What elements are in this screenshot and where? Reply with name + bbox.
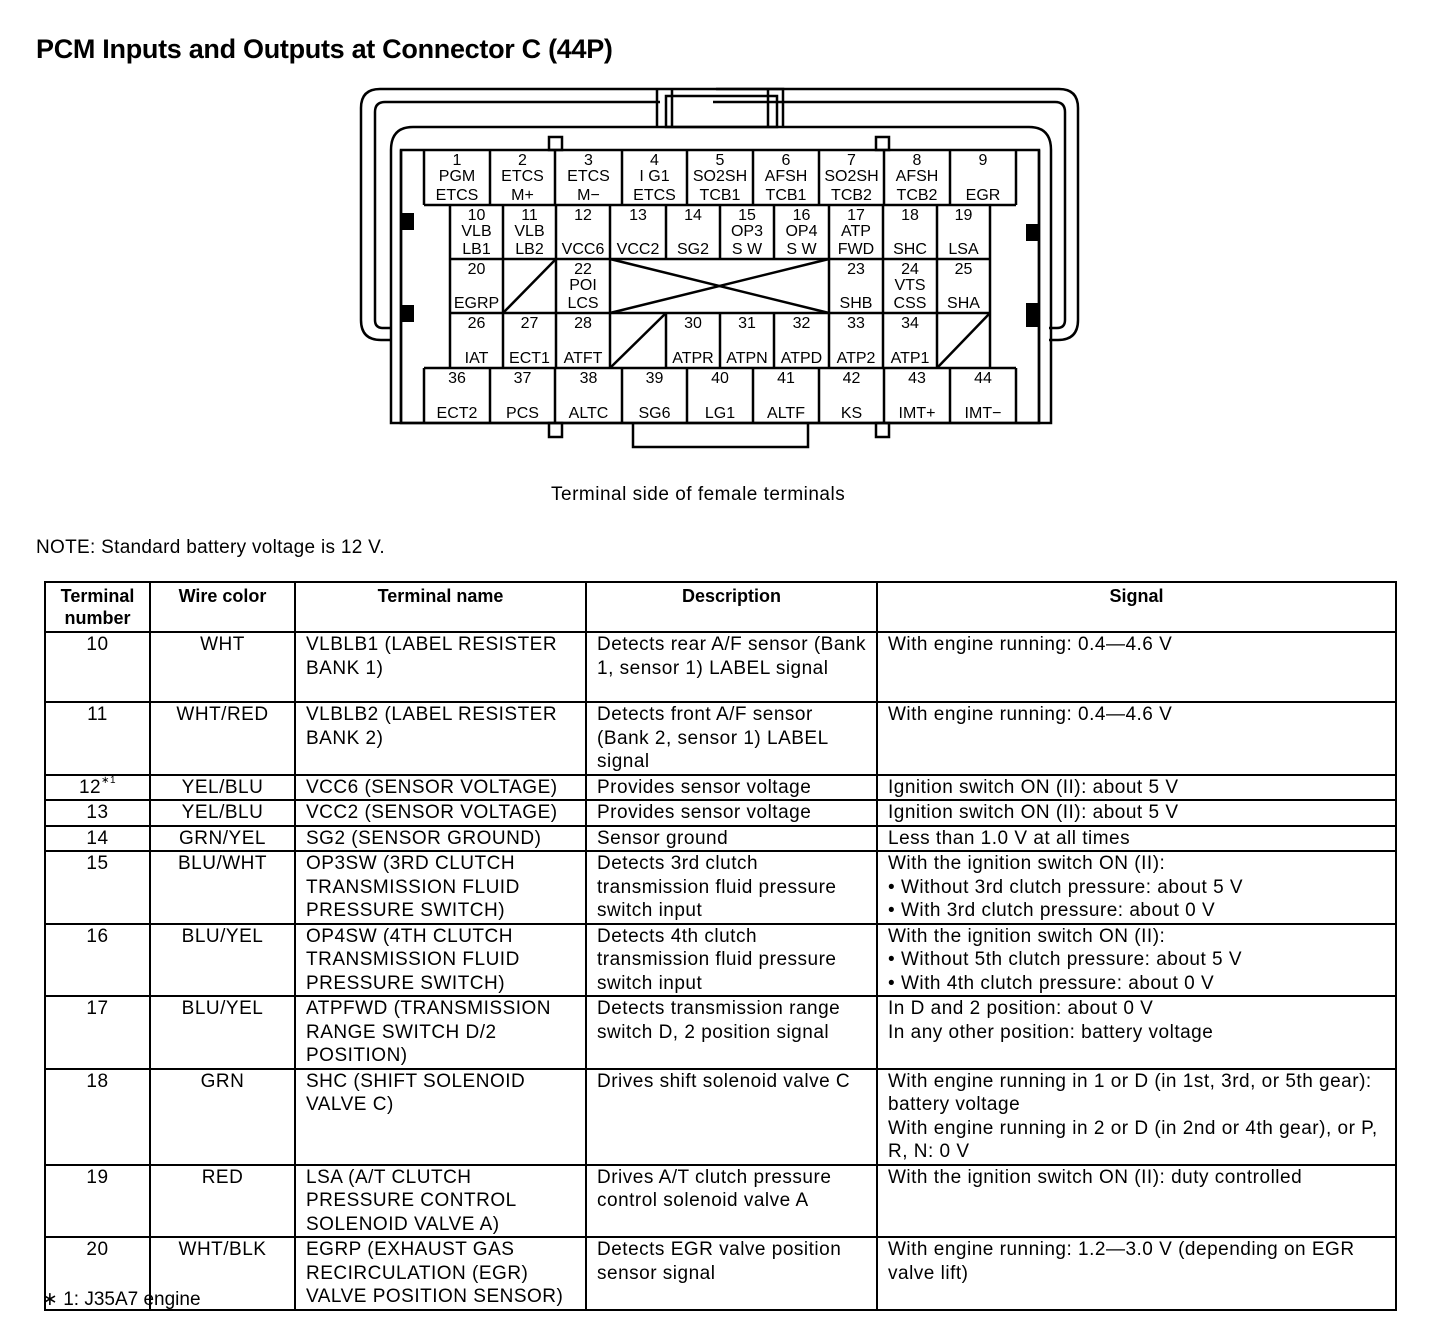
terminal-label-7-line1: SO2SH xyxy=(824,168,879,185)
terminal-number-cell xyxy=(45,1165,150,1238)
terminal-number-20: 20 xyxy=(467,261,486,278)
terminal-label-28: ATFT xyxy=(563,350,603,367)
terminal-number: 11 xyxy=(87,704,108,725)
description-cell: Provides sensor voltage xyxy=(586,775,877,801)
wire-color-cell: WHT/BLK xyxy=(150,1237,295,1310)
connector-diagram xyxy=(0,0,1440,470)
terminal-number: 10 xyxy=(86,634,109,655)
terminal-number-23: 23 xyxy=(847,261,865,278)
terminal-label-11: LB2 xyxy=(515,241,544,258)
terminal-label-8: TCB2 xyxy=(896,187,938,204)
terminal-label-41: ALTF xyxy=(767,405,805,422)
signal-text: In D and 2 position: about 0 V xyxy=(888,998,1154,1019)
terminal-number-13: 13 xyxy=(629,207,647,224)
terminal-number-7: 7 xyxy=(847,152,856,169)
wire-color-cell: YEL/BLU xyxy=(150,775,295,801)
signal-cell xyxy=(877,1069,1396,1165)
terminal-label-25: SHA xyxy=(947,295,980,312)
terminal-label-42: KS xyxy=(840,405,863,422)
terminal-name-cell: ATPFWD (TRANSMISSION RANGE SWITCH D/2 POSITION) xyxy=(295,996,586,1069)
terminal-name-cell: VCC2 (SENSOR VOLTAGE) xyxy=(295,800,586,826)
description-cell: Detects EGR valve position sensor signal xyxy=(586,1237,877,1310)
description-cell: Drives shift solenoid valve C xyxy=(586,1069,877,1165)
terminal-label-39: SG6 xyxy=(638,405,671,422)
terminal-label-12: VCC6 xyxy=(561,241,605,258)
header-signal: Signal xyxy=(877,582,1396,632)
signal-cell xyxy=(877,826,1396,852)
header-terminal-line2: number xyxy=(64,608,131,628)
signal-cell xyxy=(877,775,1396,801)
terminal-label-22: LCS xyxy=(567,295,599,312)
terminal-label-31: ATPN xyxy=(726,350,768,367)
header-terminal-number xyxy=(45,582,150,632)
terminal-label-23: SHB xyxy=(839,295,873,312)
terminal-number-25: 25 xyxy=(954,261,973,278)
table-row xyxy=(45,1165,1396,1238)
terminal-label-16: S W xyxy=(786,241,817,258)
description-cell: Detects 4th clutch transmission fluid pressure switch input xyxy=(586,924,877,997)
terminal-number-27: 27 xyxy=(520,315,539,332)
terminal-number: 16 xyxy=(86,925,109,947)
terminal-number-34: 34 xyxy=(901,315,919,332)
terminal-label-2: M+ xyxy=(511,187,534,204)
terminal-number-11: 11 xyxy=(521,207,538,224)
terminal-label-7: TCB2 xyxy=(831,187,872,204)
terminal-label-19: LSA xyxy=(948,241,979,258)
wire-color-cell: BLU/WHT xyxy=(150,851,295,924)
terminal-name-cell: VCC6 (SENSOR VOLTAGE) xyxy=(295,775,586,801)
terminal-label-22-line1: POI xyxy=(569,277,597,294)
terminal-number-6: 6 xyxy=(781,152,791,169)
terminal-number-12: 12 xyxy=(574,207,592,224)
terminal-label-30: ATPR xyxy=(672,350,714,367)
terminal-number-4: 4 xyxy=(650,152,659,169)
terminal-name-cell: LSA (A/T CLUTCH PRESSURE CONTROL SOLENOID VALVE A) xyxy=(295,1165,586,1238)
terminal-number-8: 8 xyxy=(912,152,922,169)
terminal-label-15: S W xyxy=(731,241,763,258)
wire-color-cell: GRN/YEL xyxy=(150,826,295,852)
signal-text: With engine running: 1.2—3.0 V (depending on EGR valve lift) xyxy=(888,1239,1355,1284)
table-row xyxy=(45,851,1396,924)
terminal-number-32: 32 xyxy=(792,315,811,332)
terminal-number-19: 19 xyxy=(954,207,973,224)
terminal-number-1: 1 xyxy=(452,152,462,169)
header-wire-color: Wire color xyxy=(150,582,295,632)
terminal-label-5: TCB1 xyxy=(699,187,741,204)
table-row xyxy=(45,702,1396,775)
terminal-number-15: 15 xyxy=(738,207,756,224)
terminal-label-9: EGR xyxy=(965,187,1001,204)
terminal-label-36: ECT2 xyxy=(436,405,478,422)
terminal-number-22: 22 xyxy=(574,261,592,278)
terminal-label-43: IMT+ xyxy=(898,405,936,422)
terminal-label-6-line1: AFSH xyxy=(764,168,808,185)
terminal-number-42: 42 xyxy=(842,370,861,387)
description-cell: Detects 3rd clutch transmission fluid pressure switch input xyxy=(586,851,877,924)
signal-cell xyxy=(877,1237,1396,1310)
signal-text: With engine running: 0.4—4.6 V xyxy=(888,634,1173,655)
wire-color-cell: RED xyxy=(150,1165,295,1238)
terminal-label-17-line1: ATP xyxy=(841,223,871,240)
signal-cell xyxy=(877,1165,1396,1238)
terminal-label-16-line1: OP4 xyxy=(785,223,818,240)
table-row xyxy=(45,924,1396,997)
signal-cell xyxy=(877,800,1396,826)
terminal-number-18: 18 xyxy=(901,207,919,224)
wire-color-cell: WHT xyxy=(150,632,295,702)
terminal-number-9: 9 xyxy=(978,152,988,169)
header-description: Description xyxy=(586,582,877,632)
table-row xyxy=(45,826,1396,852)
terminal-number-28: 28 xyxy=(574,315,592,332)
terminal-label-6: TCB1 xyxy=(765,187,807,204)
description-cell: Detects front A/F sensor (Bank 2, sensor 1) LABEL signal xyxy=(586,702,877,775)
terminal-label-26: IAT xyxy=(464,350,489,367)
wire-color-cell: BLU/YEL xyxy=(150,924,295,997)
signal-bullet: • With 3rd clutch pressure: about 0 V xyxy=(888,900,1216,921)
signal-text: Ignition switch ON (II): about 5 V xyxy=(888,776,1179,798)
terminal-label-37: PCS xyxy=(506,405,539,422)
terminal-label-2-line1: ETCS xyxy=(501,168,544,185)
terminal-number-17: 17 xyxy=(847,207,865,224)
terminal-label-3: M− xyxy=(577,187,600,204)
signal-cell xyxy=(877,924,1396,997)
signal-text: With the ignition switch ON (II): xyxy=(888,853,1166,874)
terminal-number-36: 36 xyxy=(448,370,466,387)
signal-text: With engine running in 1 or D (in 1st, 3rd, or 5th gear): battery voltage xyxy=(888,1070,1372,1115)
terminal-name-cell: OP3SW (3RD CLUTCH TRANSMISSION FLUID PRESSURE SWITCH) xyxy=(295,851,586,924)
terminal-number: 12 xyxy=(78,776,102,798)
terminal-label-5-line1: SO2SH xyxy=(692,168,748,185)
terminal-label-15-line1: OP3 xyxy=(730,223,764,240)
terminal-label-40: LG1 xyxy=(704,405,736,422)
description-cell: Provides sensor voltage xyxy=(586,800,877,826)
signal-bullet: • Without 3rd clutch pressure: about 5 V xyxy=(888,876,1244,898)
table-row xyxy=(45,1237,1396,1310)
terminal-number: 18 xyxy=(86,1070,109,1092)
terminal-number-cell xyxy=(45,632,150,702)
signal-cell xyxy=(877,632,1396,702)
terminal-number-41: 41 xyxy=(777,370,795,387)
table-header-row xyxy=(45,582,1396,632)
terminal-label-32: ATPD xyxy=(780,350,823,367)
terminal-number-30: 30 xyxy=(684,315,702,332)
terminal-number-31: 31 xyxy=(738,315,756,332)
description-cell: Drives A/T clutch pressure control solenoid valve A xyxy=(586,1165,877,1238)
signal-text: With engine running: 0.4—4.6 V xyxy=(888,704,1173,725)
terminal-number: 17 xyxy=(86,998,109,1019)
terminal-name-cell: VLBLB1 (LABEL RESISTER BANK 1) xyxy=(295,632,586,702)
terminal-label-38: ALTC xyxy=(568,405,609,422)
signal-bullet: • Without 5th clutch pressure: about 5 V xyxy=(888,949,1243,970)
terminal-name-cell: SHC (SHIFT SOLENOID VALVE C) xyxy=(295,1069,586,1165)
terminal-label-34: ATP1 xyxy=(890,350,930,367)
signal-cell xyxy=(877,851,1396,924)
terminal-number-cell xyxy=(45,924,150,997)
terminal-label-20: EGRP xyxy=(453,295,500,312)
terminal-number-40: 40 xyxy=(711,370,729,387)
description-cell: Sensor ground xyxy=(586,826,877,852)
terminal-label-1: ETCS xyxy=(435,187,479,204)
terminal-number-39: 39 xyxy=(645,370,664,387)
header-terminal-line1: Terminal xyxy=(60,586,135,606)
terminal-label-1-line1: PGM xyxy=(438,168,476,185)
terminal-number-cell xyxy=(45,996,150,1069)
terminal-name-cell: EGRP (EXHAUST GAS RECIRCULATION (EGR) VALVE POSITION SENSOR) xyxy=(295,1237,586,1310)
terminal-label-24: CSS xyxy=(893,295,927,312)
terminal-number-16: 16 xyxy=(792,207,811,224)
terminal-label-10-line1: VLB xyxy=(461,223,492,240)
terminal-number-5: 5 xyxy=(715,152,725,169)
footnote-marker: ∗1 xyxy=(101,774,117,786)
terminal-number-33: 33 xyxy=(847,315,865,332)
terminal-label-4: ETCS xyxy=(633,187,676,204)
signal-bullet: • With 4th clutch pressure: about 0 V xyxy=(888,972,1215,994)
terminal-number-cell xyxy=(45,702,150,775)
terminal-label-3-line1: ETCS xyxy=(567,168,610,185)
signal-text: Ignition switch ON (II): about 5 V xyxy=(888,802,1179,823)
io-table xyxy=(44,581,1397,1311)
wire-color-cell: GRN xyxy=(150,1069,295,1165)
terminal-label-11-line1: VLB xyxy=(514,223,545,240)
terminal-number-43: 43 xyxy=(908,370,926,387)
table-row xyxy=(45,800,1396,826)
page-title: PCM Inputs and Outputs at Connector C (44P) xyxy=(36,34,613,64)
terminal-label-14: SG2 xyxy=(676,241,710,258)
signal-cell xyxy=(877,996,1396,1069)
terminal-number-cell xyxy=(45,851,150,924)
signal-cell xyxy=(877,702,1396,775)
description-cell: Detects rear A/F sensor (Bank 1, sensor 1) LABEL signal xyxy=(586,632,877,702)
signal-text: With the ignition switch ON (II): duty controlled xyxy=(888,1166,1303,1188)
terminal-number-38: 38 xyxy=(579,370,598,387)
table-row xyxy=(45,775,1396,801)
terminal-label-4-line1: I G1 xyxy=(639,168,670,185)
terminal-number-cell xyxy=(45,800,150,826)
terminal-label-33: ATP2 xyxy=(836,350,876,367)
terminal-number-24: 24 xyxy=(901,261,919,278)
terminal-number-cell xyxy=(45,826,150,852)
terminal-number-44: 44 xyxy=(974,370,992,387)
terminal-number: 13 xyxy=(86,802,109,823)
footnote: ∗ 1: J35A7 engine xyxy=(42,1289,201,1310)
signal-text: With the ignition switch ON (II): xyxy=(888,925,1166,947)
terminal-label-24-line1: VTS xyxy=(894,277,926,294)
terminal-label-27: ECT1 xyxy=(509,350,550,367)
terminal-number-cell xyxy=(45,1069,150,1165)
terminal-number-10: 10 xyxy=(467,207,486,224)
wire-color-cell: WHT/RED xyxy=(150,702,295,775)
wire-color-cell: YEL/BLU xyxy=(150,800,295,826)
terminal-number: 20 xyxy=(86,1239,109,1260)
signal-text: Less than 1.0 V at all times xyxy=(888,827,1131,849)
wire-color-cell: BLU/YEL xyxy=(150,996,295,1069)
terminal-label-8-line1: AFSH xyxy=(895,168,939,185)
terminal-number-cell xyxy=(45,775,150,801)
table-row xyxy=(45,996,1396,1069)
table-row xyxy=(45,1069,1396,1165)
terminal-label-44: IMT− xyxy=(964,405,1002,422)
description-cell: Detects transmission range switch D, 2 position signal xyxy=(586,996,877,1069)
terminal-number: 19 xyxy=(86,1166,109,1188)
terminal-name-cell: VLBLB2 (LABEL RESISTER BANK 2) xyxy=(295,702,586,775)
terminal-number-14: 14 xyxy=(684,207,702,224)
diagram-caption: Terminal side of female terminals xyxy=(551,484,846,505)
signal-text-2: In any other position: battery voltage xyxy=(888,1021,1214,1043)
terminal-number-37: 37 xyxy=(513,370,532,387)
terminal-number-2: 2 xyxy=(518,152,527,169)
terminal-name-cell: SG2 (SENSOR GROUND) xyxy=(295,826,586,852)
terminal-label-10: LB1 xyxy=(462,241,491,258)
terminal-label-13: VCC2 xyxy=(616,241,660,258)
terminal-number: 14 xyxy=(86,827,109,849)
signal-text-2: With engine running in 2 or D (in 2nd or 4th gear), or P, R, N: 0 V xyxy=(888,1117,1378,1162)
terminal-name-cell: OP4SW (4TH CLUTCH TRANSMISSION FLUID PRESSURE SWITCH) xyxy=(295,924,586,997)
terminal-number-26: 26 xyxy=(467,315,486,332)
terminal-number: 15 xyxy=(86,853,109,874)
terminal-label-18: SHC xyxy=(893,241,927,258)
battery-note: NOTE: Standard battery voltage is 12 V. xyxy=(36,537,385,558)
header-terminal-name: Terminal name xyxy=(295,582,586,632)
terminal-number-3: 3 xyxy=(584,152,593,169)
terminal-label-17: FWD xyxy=(837,241,875,258)
table-row xyxy=(45,632,1396,702)
